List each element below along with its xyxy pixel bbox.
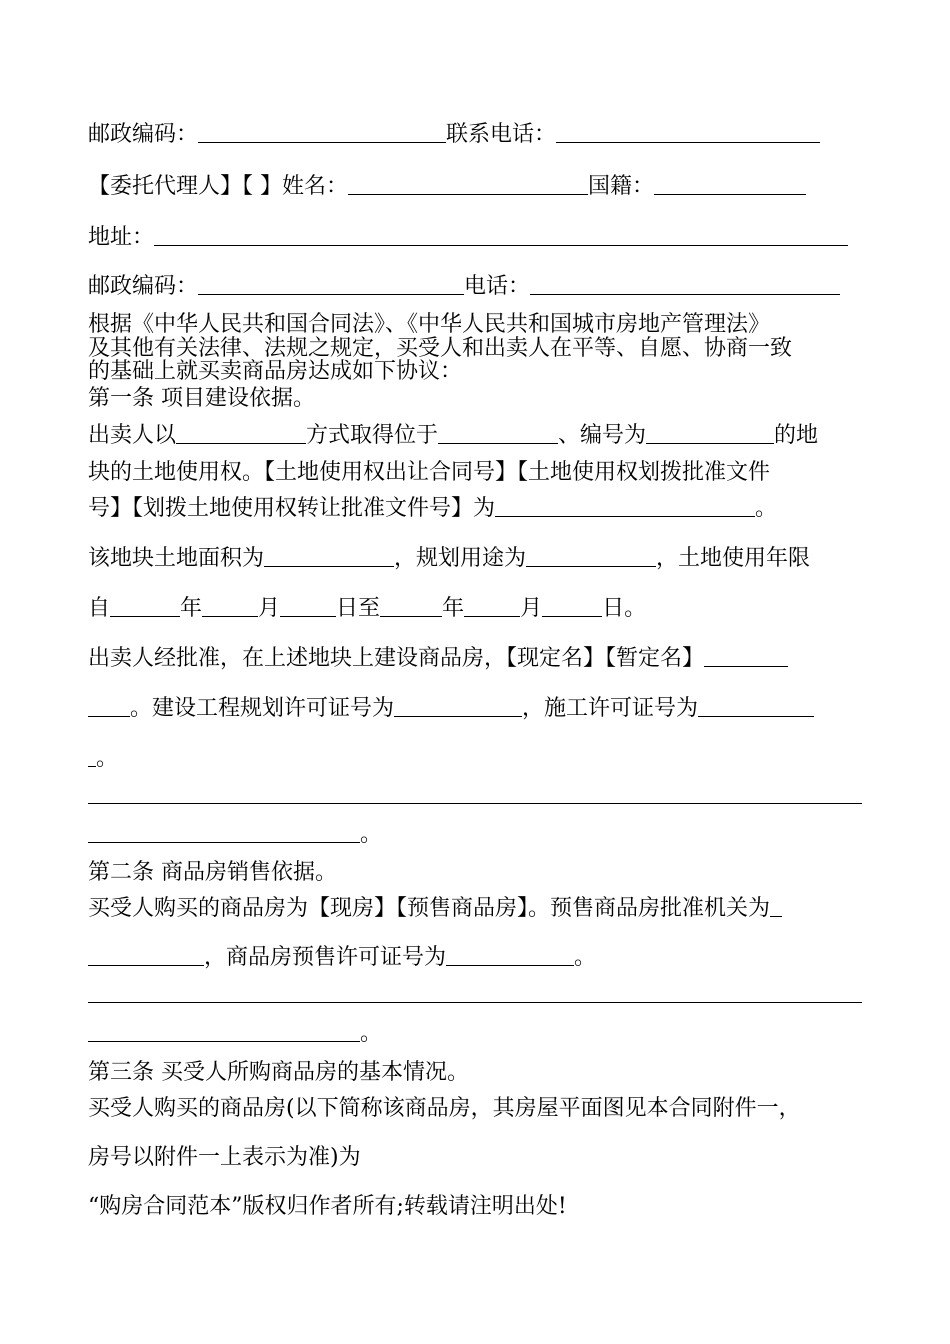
postal-code-label: 邮政编码： <box>88 122 199 147</box>
text: 。 <box>96 746 119 771</box>
text: 月 <box>520 596 543 621</box>
intro-line-1: 根据《中华人民共和国合同法》、《中华人民共和国城市房地产管理法》 <box>88 312 771 337</box>
text: 年 <box>442 596 465 621</box>
article1-line-5 <box>88 596 646 622</box>
article3-title: 第三条 买受人所购商品房的基本情况。 <box>88 1060 469 1085</box>
parcel-number-blank[interactable] <box>646 423 774 444</box>
land-doc-number-blank[interactable] <box>495 496 755 517</box>
article2-line-1 <box>88 896 782 922</box>
acquire-method-blank[interactable] <box>176 423 306 444</box>
article2-line-4 <box>88 1021 382 1047</box>
text: 日。 <box>602 596 647 621</box>
text: 日至 <box>336 596 381 621</box>
end-year-blank[interactable] <box>380 596 442 617</box>
nationality-blank[interactable] <box>654 174 806 195</box>
blank-line-short[interactable] <box>88 822 360 843</box>
article1-line-10 <box>88 822 382 848</box>
text: 方式取得位于 <box>306 423 439 448</box>
start-day-blank[interactable] <box>280 596 336 617</box>
address-line <box>88 225 848 251</box>
intro-line-3: 的基础上就买卖商品房达成如下协议： <box>88 359 463 384</box>
approval-authority-blank-cont[interactable] <box>88 945 204 966</box>
article1-line-3 <box>88 496 777 522</box>
planning-permit-blank[interactable] <box>394 696 522 717</box>
text: 买受人购买的商品房为【现房】【预售商品房】。预售商品房批准机关为 <box>88 896 771 921</box>
article1-line-8 <box>88 746 118 772</box>
postal-code-blank[interactable] <box>198 122 446 143</box>
approval-authority-blank[interactable] <box>770 896 782 917</box>
start-year-blank[interactable] <box>110 596 180 617</box>
text: 该地块土地面积为 <box>88 546 265 571</box>
article2-title: 第二条 商品房销售依据。 <box>88 860 337 885</box>
blank-line[interactable] <box>88 1002 862 1003</box>
address-label: 地址： <box>88 225 155 250</box>
project-name-blank-cont[interactable] <box>88 696 130 717</box>
postal-code-label-2: 邮政编码： <box>88 274 199 299</box>
article3-line-2: 房号以附件一上表示为准)为 <box>88 1145 361 1170</box>
article3-line-1: 买受人购买的商品房(以下简称该商品房，其房屋平面图见本合同附件一， <box>88 1096 801 1121</box>
postal-code-line-2 <box>88 274 840 300</box>
text: ，土地使用年限 <box>656 546 811 571</box>
phone-blank[interactable] <box>530 274 840 295</box>
postal-code-line <box>88 122 820 148</box>
blank-line-short[interactable] <box>88 1021 360 1042</box>
phone-label: 电话： <box>464 274 531 299</box>
text: 。建设工程规划许可证号为 <box>130 696 395 721</box>
copyright-footer: “购房合同范本”版权归作者所有;转载请注明出处! <box>88 1194 567 1219</box>
article1-line-1 <box>88 423 818 449</box>
construction-permit-blank-cont[interactable] <box>88 746 96 767</box>
postal-code-blank-2[interactable] <box>198 274 464 295</box>
text: 。 <box>574 945 597 970</box>
text: ，施工许可证号为 <box>522 696 699 721</box>
agent-name-label: 【委托代理人】【 】姓名： <box>88 174 348 199</box>
text: ，规划用途为 <box>394 546 527 571</box>
contact-phone-blank[interactable] <box>556 122 820 143</box>
text: 出卖人经批准，在上述地块上建设商品房，【现定名】【暂定名】 <box>88 646 705 671</box>
intro-line-2: 及其他有关法律、法规之规定，买受人和出卖人在平等、自愿、协商一致 <box>88 336 793 361</box>
contact-phone-label: 联系电话： <box>446 122 557 147</box>
text: 。 <box>360 822 383 847</box>
text: 的地 <box>774 423 819 448</box>
agent-line <box>88 174 806 200</box>
end-month-blank[interactable] <box>464 596 520 617</box>
presale-permit-blank[interactable] <box>446 945 574 966</box>
article2-line-2 <box>88 945 596 971</box>
text: 出卖人以 <box>88 423 177 448</box>
planned-use-blank[interactable] <box>526 546 656 567</box>
article1-line-6 <box>88 646 788 672</box>
blank-line[interactable] <box>88 803 862 804</box>
land-area-blank[interactable] <box>264 546 394 567</box>
article1-line-4 <box>88 546 810 572</box>
text: 自 <box>88 596 111 621</box>
address-blank[interactable] <box>154 225 848 246</box>
start-month-blank[interactable] <box>202 596 258 617</box>
text: 号】【划拨土地使用权转让批准文件号】为 <box>88 496 496 521</box>
text: 年 <box>180 596 203 621</box>
nationality-label: 国籍： <box>588 174 655 199</box>
text: 。 <box>360 1021 383 1046</box>
article1-line-2: 块的土地使用权。【土地使用权出让合同号】【土地使用权划拨批准文件 <box>88 460 771 485</box>
location-blank[interactable] <box>438 423 558 444</box>
construction-permit-blank[interactable] <box>698 696 814 717</box>
text: ，商品房预售许可证号为 <box>204 945 447 970</box>
article1-title: 第一条 项目建设依据。 <box>88 386 315 411</box>
text: 。 <box>755 496 778 521</box>
end-day-blank[interactable] <box>542 596 602 617</box>
project-name-blank[interactable] <box>704 646 788 667</box>
agent-name-blank[interactable] <box>348 174 588 195</box>
text: 、编号为 <box>558 423 647 448</box>
text: 月 <box>258 596 281 621</box>
article1-line-7 <box>88 696 814 722</box>
